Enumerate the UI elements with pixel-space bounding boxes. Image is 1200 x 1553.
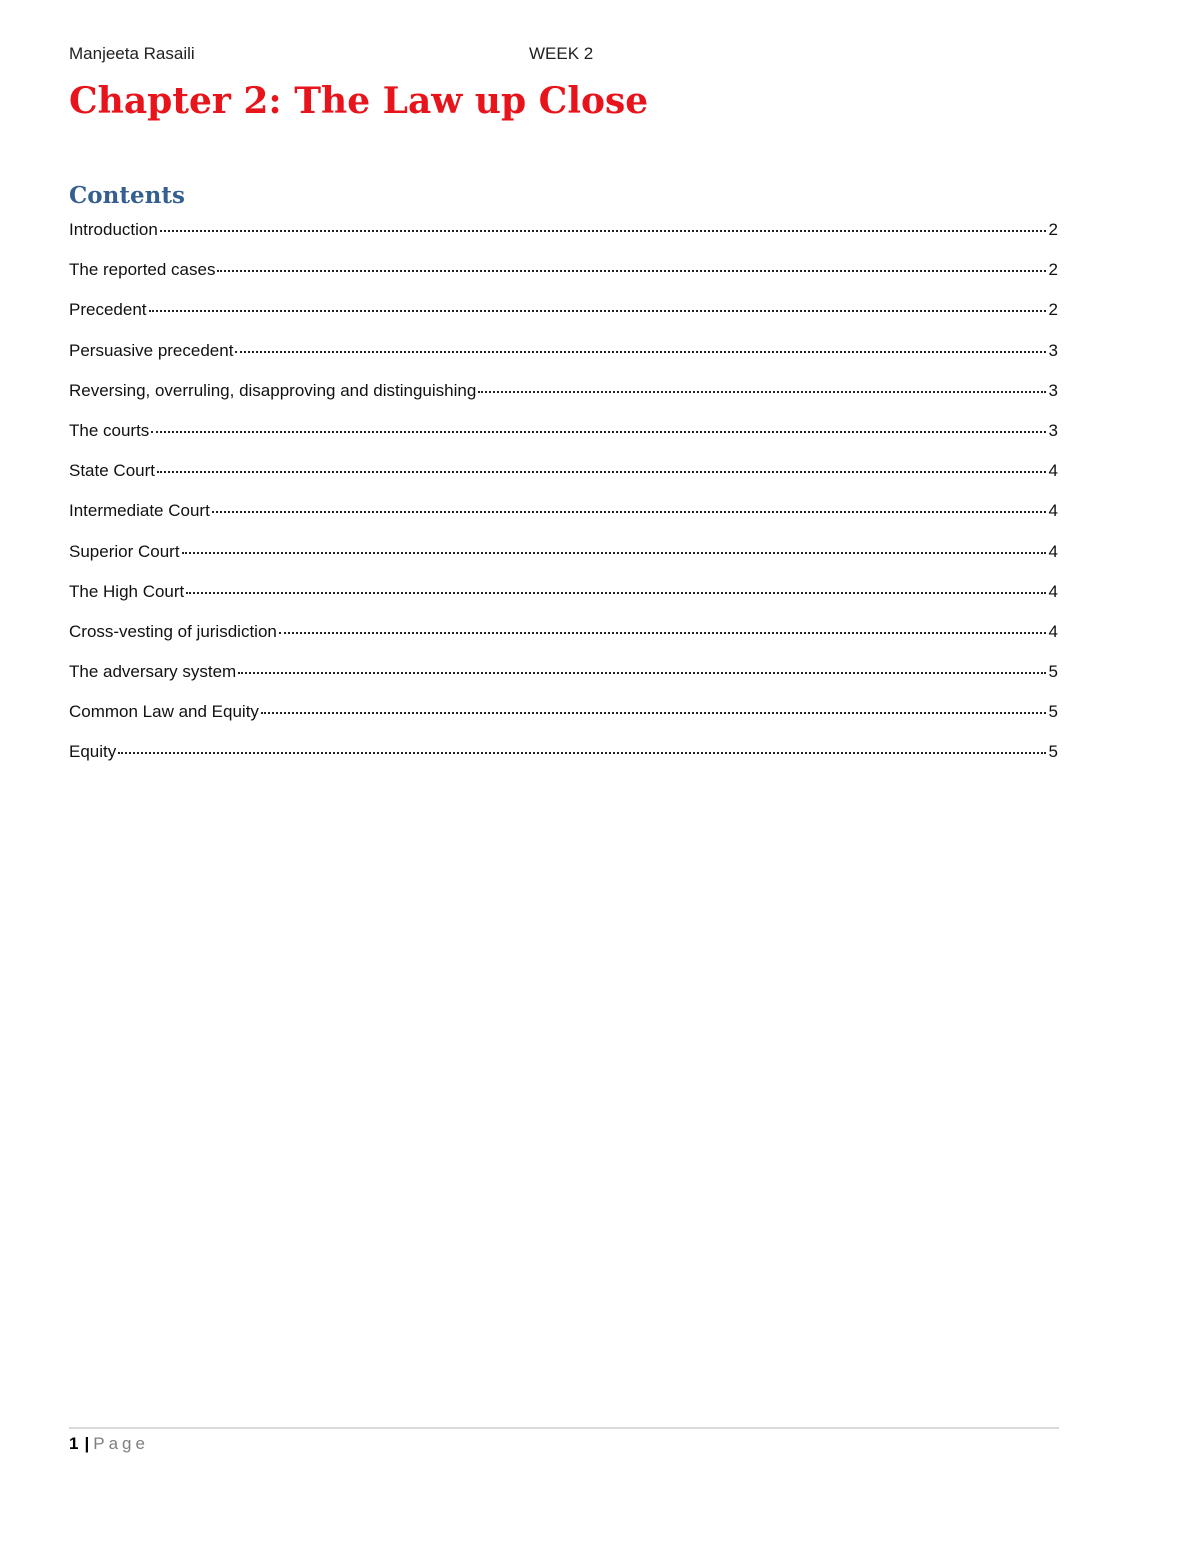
toc-entry-page: 2	[1048, 260, 1058, 280]
toc-dot-leader	[279, 632, 1046, 634]
toc-dot-leader	[212, 511, 1046, 513]
toc-entry-label: Common Law and Equity	[69, 702, 259, 722]
toc-entry-label: The courts	[69, 420, 150, 440]
toc-entry-label: The reported cases	[69, 260, 216, 280]
toc-entry-precedent[interactable]	[69, 300, 1058, 340]
toc-entry-label: Superior Court	[69, 541, 180, 561]
toc-entry-label: Persuasive precedent	[69, 340, 234, 360]
toc-dot-leader	[186, 592, 1045, 594]
toc-entry-page: 3	[1048, 340, 1058, 360]
footer-page-number: 1	[69, 1434, 79, 1453]
header-week: WEEK 2	[529, 44, 594, 63]
toc-dot-leader	[478, 391, 1045, 393]
toc-dot-leader	[160, 230, 1046, 232]
toc-dot-leader	[151, 431, 1045, 433]
page-footer	[69, 1434, 149, 1454]
toc-entry-label: Equity	[69, 742, 117, 762]
toc-entry-page: 2	[1048, 300, 1058, 320]
toc-entry-page: 4	[1048, 541, 1058, 561]
table-of-contents	[69, 220, 1058, 783]
toc-dot-leader	[235, 351, 1045, 353]
toc-entry-common-law-equity[interactable]	[69, 702, 1058, 742]
toc-entry-page: 5	[1048, 742, 1058, 762]
toc-entry-high-court[interactable]	[69, 582, 1058, 622]
toc-entry-equity[interactable]	[69, 742, 1058, 782]
toc-entry-page: 2	[1048, 220, 1058, 239]
toc-entry-page: 3	[1048, 380, 1058, 400]
toc-entry-label: The High Court	[69, 581, 185, 601]
toc-heading: Contents	[69, 182, 185, 209]
toc-entry-page: 4	[1048, 461, 1058, 481]
toc-entry-label: Intermediate Court	[69, 501, 210, 521]
footer-divider	[69, 1427, 1059, 1429]
footer-page-word: Page	[93, 1434, 149, 1453]
toc-entry-superior-court[interactable]	[69, 542, 1058, 582]
toc-entry-persuasive-precedent[interactable]	[69, 341, 1058, 381]
toc-entry-page: 3	[1048, 420, 1058, 440]
toc-entry-label: State Court	[69, 461, 155, 481]
toc-dot-leader	[182, 552, 1046, 554]
toc-entry-state-court[interactable]	[69, 461, 1058, 501]
toc-dot-leader	[118, 752, 1045, 754]
toc-entry-adversary-system[interactable]	[69, 662, 1058, 702]
page-header	[69, 44, 1059, 68]
toc-entry-label: Cross-vesting of jurisdiction	[69, 621, 277, 641]
toc-entry-page: 5	[1048, 702, 1058, 722]
toc-entry-label: Reversing, overruling, disapproving and distinguishing	[69, 380, 477, 400]
toc-dot-leader	[149, 310, 1046, 312]
header-author: Manjeeta Rasaili	[69, 44, 195, 63]
footer-separator: |	[84, 1434, 90, 1453]
toc-entry-page: 4	[1048, 621, 1058, 641]
toc-entry-cross-vesting[interactable]	[69, 622, 1058, 662]
toc-entry-reversing-overruling[interactable]	[69, 381, 1058, 421]
toc-entry-page: 4	[1048, 581, 1058, 601]
toc-entry-the-courts[interactable]	[69, 421, 1058, 461]
toc-dot-leader	[217, 270, 1045, 272]
toc-dot-leader	[261, 712, 1046, 714]
toc-entry-label: Precedent	[69, 300, 147, 320]
toc-dot-leader	[238, 672, 1045, 674]
toc-entry-page: 4	[1048, 501, 1058, 521]
toc-entry-intermediate-court[interactable]	[69, 501, 1058, 541]
toc-entry-page: 5	[1048, 662, 1058, 682]
toc-entry-reported-cases[interactable]	[69, 260, 1058, 300]
chapter-title: Chapter 2: The Law up Close	[69, 80, 649, 122]
toc-entry-label: The adversary system	[69, 662, 237, 682]
toc-entry-label: Introduction	[69, 220, 158, 239]
toc-entry-introduction[interactable]	[69, 220, 1058, 260]
toc-dot-leader	[157, 471, 1046, 473]
